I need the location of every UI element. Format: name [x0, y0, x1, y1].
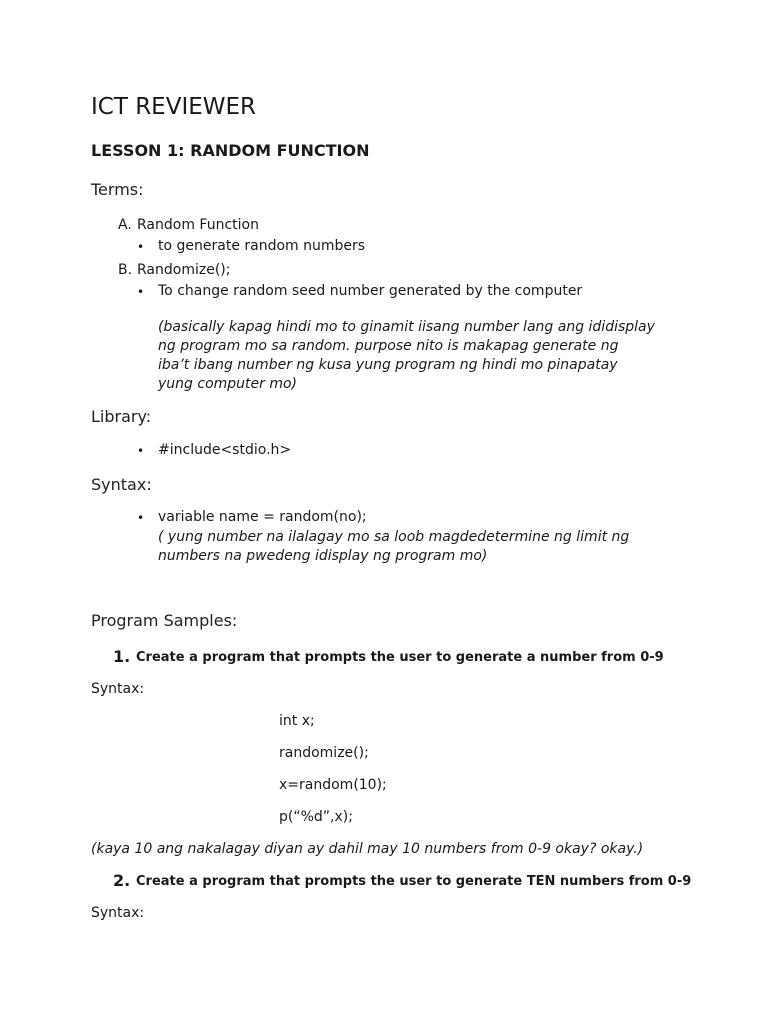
term-b-note-line: iba’t ibang number ng kusa yung program ng hindi mo pinapatay [158, 357, 618, 373]
term-b-bullet: To change random seed number generated by the computer [158, 283, 583, 299]
sample-1-text: Create a program that prompts the user to generate a number from 0-9 [136, 650, 664, 665]
document-title: ICT REVIEWER [91, 94, 257, 120]
syntax-note-line: numbers na pwedeng idisplay ng program mo) [158, 548, 488, 564]
sample-2-text: Create a program that prompts the user to generate TEN numbers from 0-9 [136, 874, 692, 889]
sample-2-syntax-label: Syntax: [91, 905, 145, 921]
term-b-label: Randomize(); [137, 262, 231, 278]
term-a-marker: A. [118, 217, 132, 233]
program-samples-heading: Program Samples: [91, 611, 238, 630]
code-line: int x; [279, 713, 315, 729]
sample-1-syntax-label: Syntax: [91, 681, 145, 697]
code-line: x=random(10); [279, 777, 387, 793]
term-a-label: Random Function [137, 217, 259, 233]
library-bullet: #include<stdio.h> [158, 442, 292, 458]
bullet-dot: • [137, 444, 145, 458]
term-b-note-line: ng program mo sa random. purpose nito is makapag generate ng [158, 338, 619, 354]
code-line: p(“%d”,x); [279, 809, 353, 825]
terms-heading: Terms: [91, 180, 144, 199]
bullet-dot: • [137, 240, 145, 254]
syntax-note-line: ( yung number na ilalagay mo sa loob magdedetermine ng limit ng [158, 529, 630, 545]
sample-1-number: 1. [113, 647, 131, 666]
term-b-note-line: yung computer mo) [158, 376, 298, 392]
syntax-bullet: variable name = random(no); [158, 509, 367, 525]
term-b-marker: B. [118, 262, 133, 278]
term-a-bullet: to generate random numbers [158, 238, 366, 254]
bullet-dot: • [137, 511, 145, 525]
sample-1-note: (kaya 10 ang nakalagay diyan ay dahil may 10 numbers from 0-9 okay? okay.) [91, 841, 644, 857]
sample-2-number: 2. [113, 871, 131, 890]
library-heading: Library: [91, 407, 152, 426]
bullet-dot: • [137, 285, 145, 299]
code-line: randomize(); [279, 745, 369, 761]
lesson-heading: LESSON 1: RANDOM FUNCTION [91, 141, 370, 160]
syntax-heading: Syntax: [91, 475, 152, 494]
term-b-note-line: (basically kapag hindi mo to ginamit iisang number lang ang ididisplay [158, 319, 655, 335]
